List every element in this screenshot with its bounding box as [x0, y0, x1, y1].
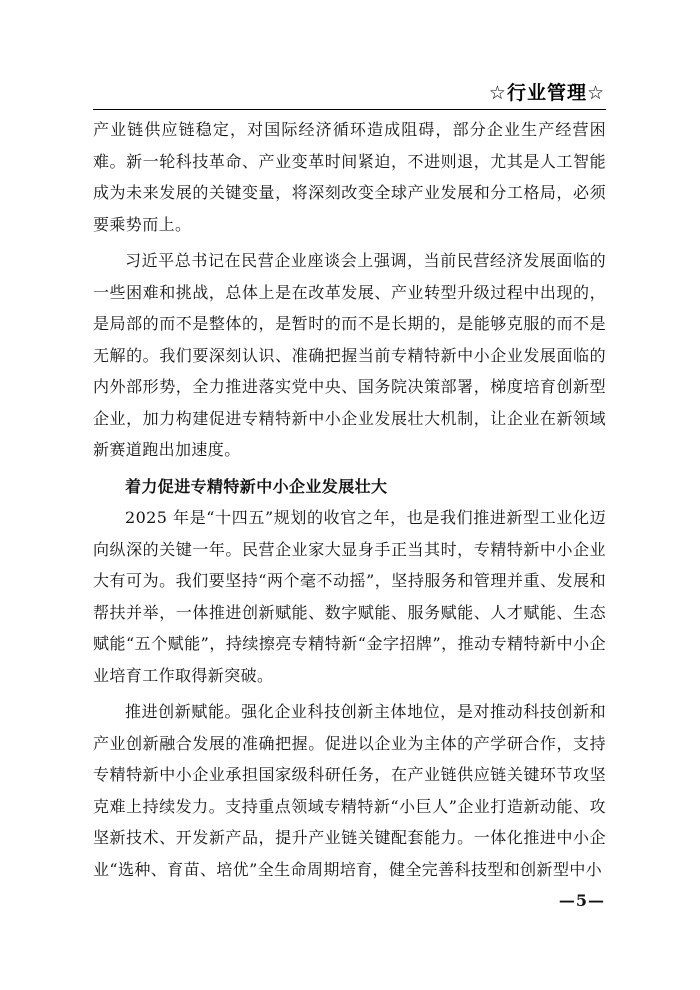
- paragraph: 2025 年是“十四五”规划的收官之年，也是我们推进新型工业化迈向纵深的关键一年。民营企业家大显身手正当其时，专精特新中小企业大有可为。我们要坚持“两个毫不动摇”，坚持服务和管理并重、发展和帮扶并举，一体推进创新赋能、数字赋能、服务赋能、人才赋能、生态赋能“五个赋能”，持续擦亮专精特新“金字招牌”，推动专精特新中小企业培育工作取得新突破。: [93, 508, 606, 685]
- paragraph: 习近平总书记在民营企业座谈会上强调，当前民营经济发展面临的一些困难和挑战，总体上是在改革发展、产业转型升级过程中出现的，是局部的而不是整体的，是暂时的而不是长期的，是能够克服的而不是无解的。我们要深刻认识、准确把握当前专精特新中小企业发展面临的内外部形势，全力推进落实党中央、国务院决策部署，梯度培育创新型企业，加力构建促进专精特新中小企业发展壮大机制，让企业在新领域新赛道跑出加速度。: [93, 251, 606, 459]
- paragraph: 推进创新赋能。强化企业科技创新主体地位，是对推动科技创新和产业创新融合发展的准确把握。促进以企业为主体的产学研合作，支持专精特新中小企业承担国家级科研任务，在产业链供应链关键环节攻坚克难上持续发力。支持重点领域专精特新“小巨人”企业打造新动能、攻坚新技术、开发新产品，提升产业链关键配套能力。一体化推进中小企业“选种、育苗、培优”全生命周期培育，健全完善科技型和创新型中小: [93, 702, 606, 879]
- paragraph-continuation: 产业链供应链稳定，对国际经济循环造成阻碍，部分企业生产经营困难。新一轮科技革命、产业变革时间紧迫，不进则退，尤其是人工智能成为未来发展的关键变量，将深刻改变全球产业发展和分工格局，必须要乘势而上。: [93, 120, 606, 234]
- page-number: —5—: [558, 891, 605, 910]
- section-heading: 着力促进专精特新中小企业发展壮大: [125, 476, 388, 496]
- header-divider: [93, 109, 606, 110]
- article-body: [93, 114, 606, 885]
- section-header-title: ☆行业管理☆: [488, 82, 605, 104]
